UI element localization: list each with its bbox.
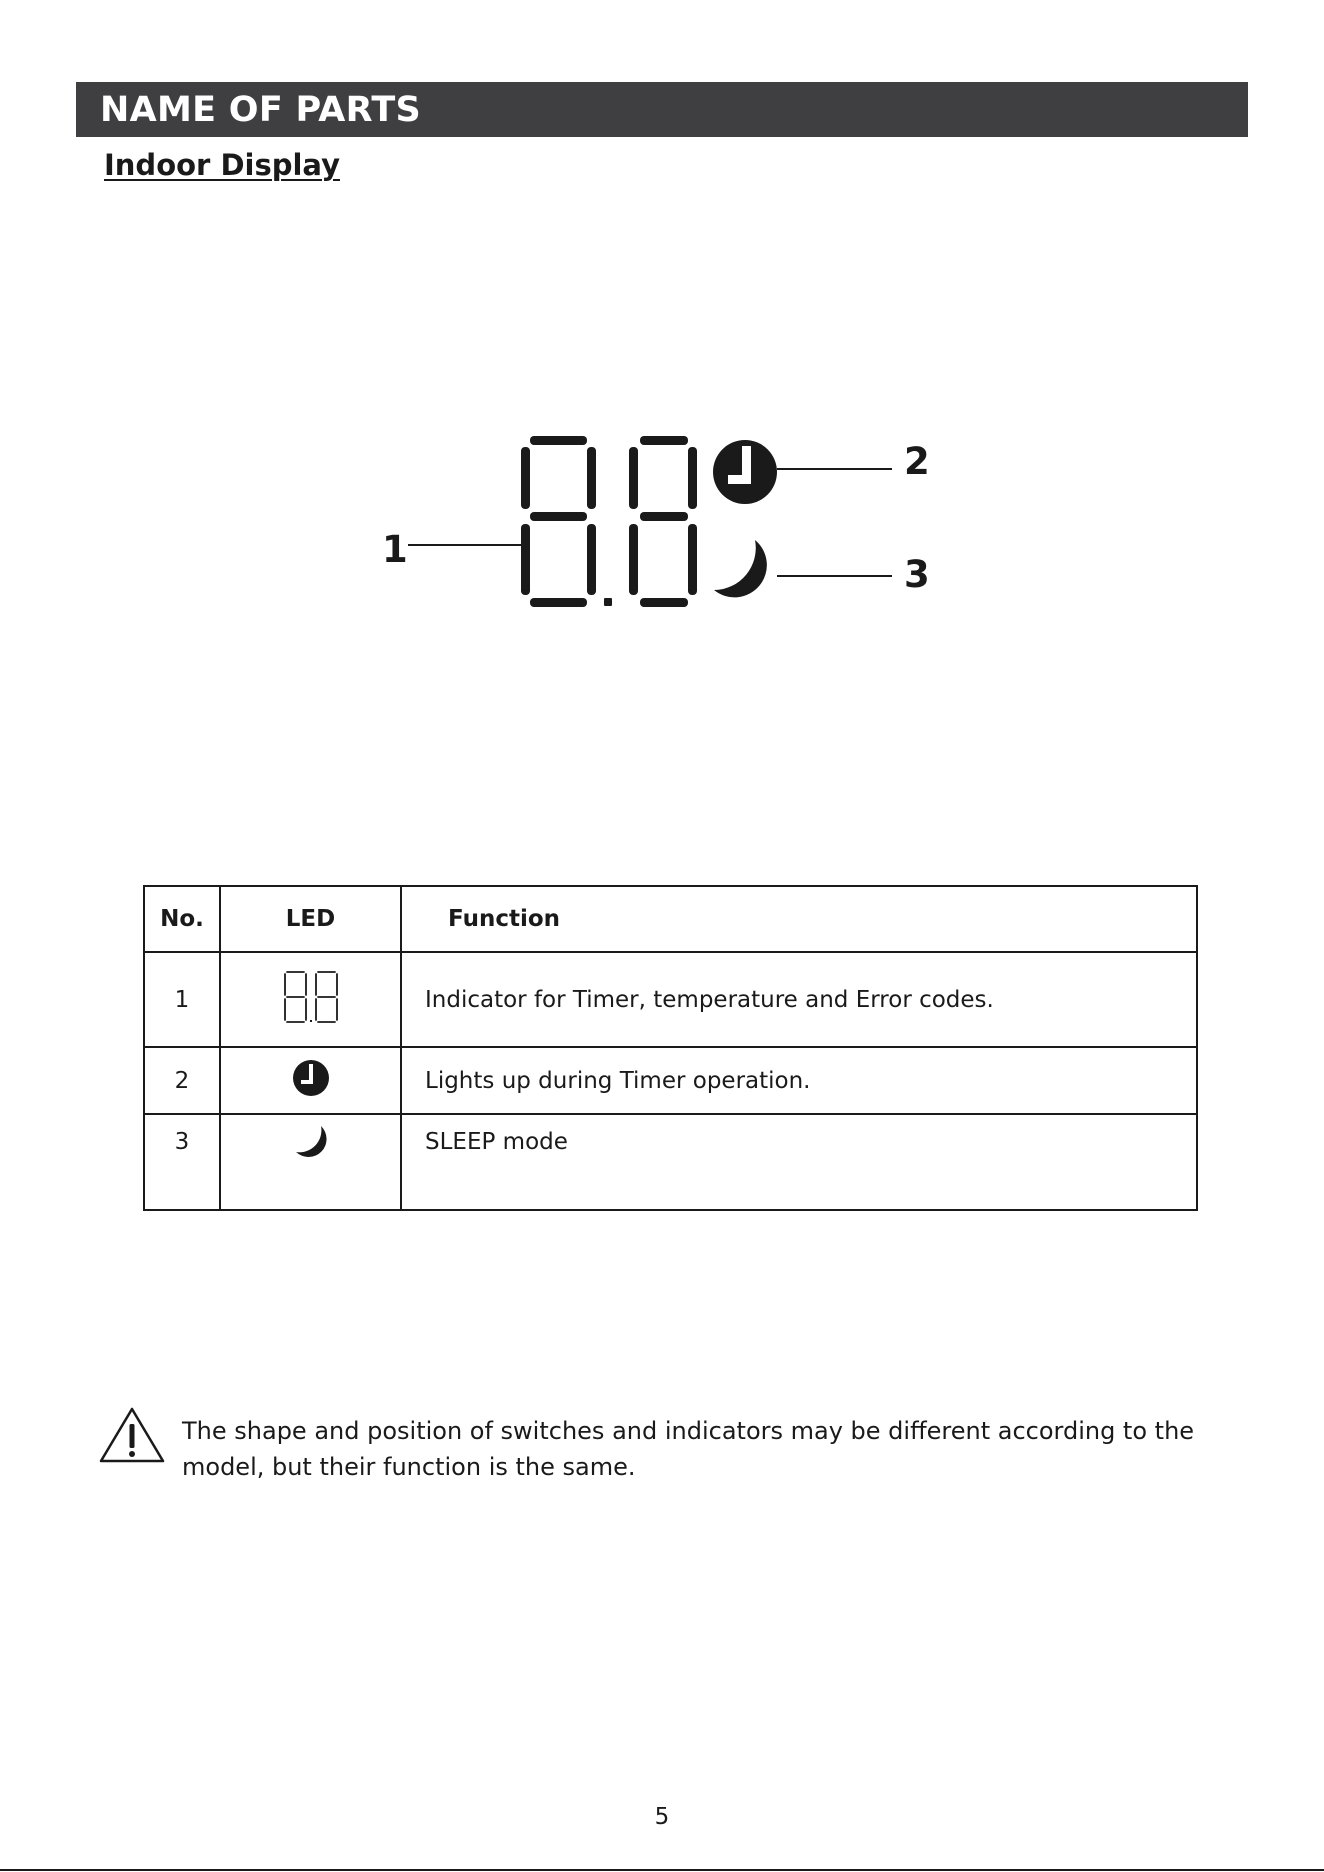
header-function: Function <box>401 886 1197 952</box>
table-row <box>144 1047 1197 1114</box>
seven-segment-display <box>521 436 697 607</box>
indoor-display-diagram <box>0 0 1324 700</box>
page-number: 5 <box>654 1804 670 1830</box>
function-text: Indicator for Timer, temperature and Error codes. <box>401 952 1197 1047</box>
led-cell <box>220 1047 401 1114</box>
callout-label-3: 3 <box>904 553 930 596</box>
sleep-moon-icon <box>714 540 767 597</box>
function-text: Lights up during Timer operation. <box>401 1047 1197 1114</box>
table-header-row <box>144 886 1197 952</box>
sleep-moon-icon <box>291 1123 331 1161</box>
led-cell <box>220 1114 401 1210</box>
row-number: 3 <box>144 1114 220 1210</box>
function-text: SLEEP mode <box>401 1114 1197 1210</box>
callout-label-2: 2 <box>904 440 930 483</box>
bottom-rule <box>0 1869 1324 1871</box>
row-number: 1 <box>144 952 220 1047</box>
led-cell <box>220 952 401 1047</box>
subtitle-indoor-display: Indoor Display <box>104 148 340 182</box>
seven-segment-icon <box>283 970 339 1024</box>
section-title: NAME OF PARTS <box>100 89 422 130</box>
timer-icon <box>292 1059 330 1097</box>
header-led: LED <box>220 886 401 952</box>
row-number: 2 <box>144 1047 220 1114</box>
warning-triangle-icon <box>98 1406 166 1464</box>
led-function-table <box>143 885 1198 1211</box>
note-text: The shape and position of switches and indicators may be different according to the model, but their function is the same. <box>182 1417 1195 1481</box>
header-no: No. <box>144 886 220 952</box>
callout-label-1: 1 <box>382 528 408 571</box>
table-row <box>144 952 1197 1047</box>
table-row <box>144 1114 1197 1210</box>
timer-icon <box>713 440 777 504</box>
